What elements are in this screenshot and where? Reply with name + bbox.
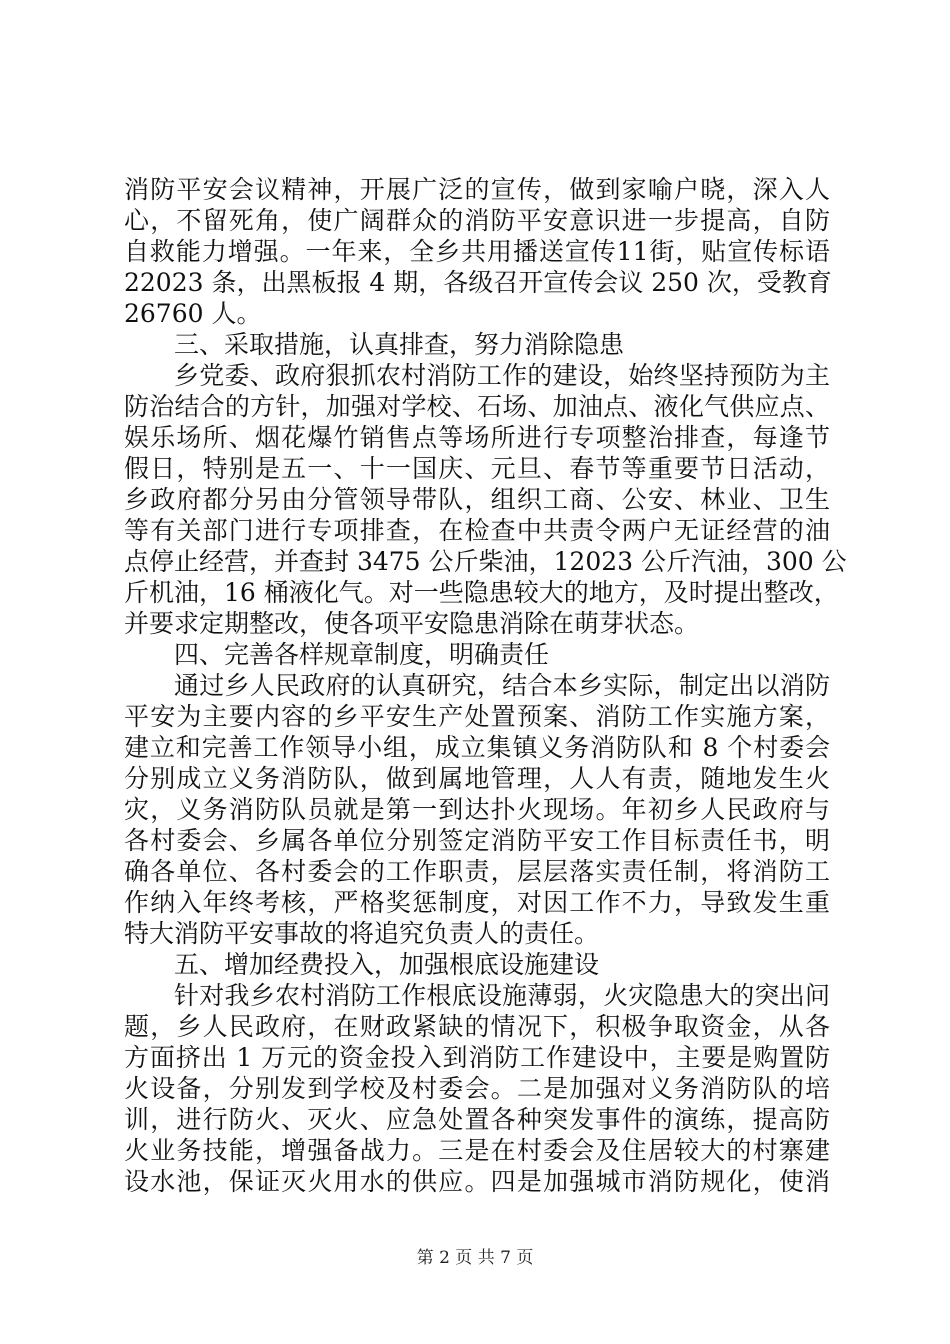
- text-line: 乡政府都分另由分管领导带队，组织工商、公安、林业、卫生: [124, 485, 830, 514]
- text-line: 作纳入年终考核，严格奖惩制度，对因工作不力，导致发生重: [124, 888, 830, 917]
- text-line: 娱乐场所、烟花爆竹销售点等场所进行专项整治排查，每逢节: [124, 423, 830, 452]
- section-heading: 五、增加经费投入，加强根底设施建设: [174, 950, 600, 979]
- text-line: 火设备，分别发到学校及村委会。二是加强对义务消防队的培: [124, 1074, 830, 1103]
- text-line: 火业务技能，增强备战力。三是在村委会及住居较大的村寨建: [124, 1136, 830, 1165]
- text-line: 自救能力增强。一年来，全乡共用播送宣传11街，贴宣传标语: [124, 237, 830, 266]
- text-line: 心，不留死角，使广阔群众的消防平安意识进一步提高，自防: [124, 206, 830, 235]
- text-line: 题，乡人民政府，在财政紧缺的情况下，积极争取资金，从各: [124, 1012, 830, 1041]
- text-line: 点停止经营，并查封 3475 公斤柴油，12023 公斤汽油，300 公: [124, 547, 847, 576]
- text-line: 消防平安会议精神，开展广泛的宣传，做到家喻户晓，深入人: [124, 175, 830, 204]
- text-line: 并要求定期整改，使各项平安隐患消除在萌芽状态。: [124, 609, 700, 638]
- text-line: 各村委会、乡属各单位分别签定消防平安工作目标责任书，明: [124, 826, 830, 855]
- text-line: 通过乡人民政府的认真研究，结合本乡实际，制定出以消防: [174, 671, 830, 700]
- text-line: 确各单位、各村委会的工作职责，层层落实责任制，将消防工: [124, 857, 830, 886]
- text-line: 训，进行防火、灭火、应急处置各种突发事件的演练，提高防: [124, 1105, 830, 1134]
- text-line: 针对我乡农村消防工作根底设施薄弱，火灾隐患大的突出问: [174, 981, 830, 1010]
- document-body: [124, 174, 847, 1197]
- text-line: 平安为主要内容的乡平安生产处置预案、消防工作实施方案，: [124, 702, 830, 731]
- text-line: 方面挤出 1 万元的资金投入到消防工作建设中，主要是购置防: [124, 1043, 830, 1072]
- text-line: 防治结合的方针，加强对学校、石场、加油点、液化气供应点、: [124, 392, 830, 421]
- section-heading: 四、完善各样规章制度，明确责任: [174, 640, 550, 669]
- text-line: 设水池，保证灭火用水的供应。四是加强城市消防规化，使消: [124, 1167, 830, 1196]
- text-line: 斤机油，16 桶液化气。对一些隐患较大的地方，及时提出整改，: [124, 578, 839, 607]
- page-footer: 第 2 页 共 7 页: [416, 1248, 534, 1268]
- text-line: 等有关部门进行专项排查，在检查中共责令两户无证经营的油: [124, 516, 830, 545]
- text-line: 特大消防平安事故的将追究负责人的责任。: [124, 919, 600, 948]
- text-line: 建立和完善工作领导小组，成立集镇义务消防队和 8 个村委会: [124, 733, 830, 762]
- text-line: 26760 人。: [124, 299, 262, 328]
- text-line: 分别成立义务消防队，做到属地管理，人人有责，随地发生火: [124, 764, 830, 793]
- text-line: 乡党委、政府狠抓农村消防工作的建设，始终坚持预防为主: [174, 361, 830, 390]
- section-heading: 三、采取措施，认真排查，努力消除隐患: [174, 330, 625, 359]
- text-line: 22023 条，出黑板报 4 期，各级召开宣传会议 250 次，受教育: [124, 268, 832, 297]
- text-line: 假日，特别是五一、十一国庆、元旦、春节等重要节日活动，: [124, 454, 830, 483]
- text-line: 灾，义务消防队员就是第一到达扑火现场。年初乡人民政府与: [124, 795, 830, 824]
